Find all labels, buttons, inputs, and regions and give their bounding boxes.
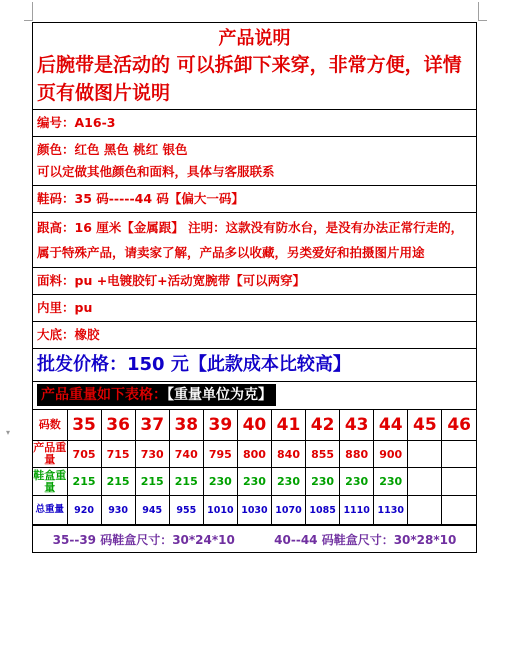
weight-title: [37, 384, 276, 406]
value-cell: 215: [135, 468, 169, 496]
value-cell: 855: [306, 441, 340, 468]
size-cell: 38: [169, 410, 203, 441]
value-cell: 930: [101, 496, 135, 525]
heel-row: 跟高：16 厘米【金属跟】 注明：这款没有防水台，是没有办法正常行走的，属于特殊产品，请卖家了解，产品多以收藏，另类爱好和拍摄图片用途: [33, 213, 476, 268]
value-cell: 730: [135, 441, 169, 468]
value-cell: 800: [237, 441, 271, 468]
size-cell: 45: [408, 410, 442, 441]
weight-table: [33, 410, 476, 525]
value-cell: 1130: [374, 496, 408, 525]
box-size-row: [33, 526, 476, 552]
value-cell: 230: [374, 468, 408, 496]
value-cell: 1010: [203, 496, 237, 525]
row-label: 总重量: [33, 496, 67, 525]
table-row-total-weight: [33, 496, 476, 525]
title-section: [33, 23, 476, 110]
value-cell: 900: [374, 441, 408, 468]
value-cell: [408, 441, 442, 468]
value-cell: 230: [203, 468, 237, 496]
size-cell: 35: [67, 410, 101, 441]
value-cell: 840: [271, 441, 305, 468]
table-header: [33, 410, 476, 441]
row-label: 产品重量: [33, 441, 67, 466]
value-cell: 955: [169, 496, 203, 525]
value-cell: 945: [135, 496, 169, 525]
value-cell: 215: [169, 468, 203, 496]
box-size-small: 35--39 码鞋盒尺寸：30*24*10: [52, 532, 235, 547]
value-cell: 1070: [271, 496, 305, 525]
table-row-product-weight: [33, 441, 476, 468]
sole-row: 大底：橡胶: [33, 322, 476, 349]
value-cell: 230: [306, 468, 340, 496]
subtitle: 后腕带是活动的 可以拆卸下来穿，非常方便，详情页有做图片说明: [37, 54, 462, 104]
size-cell: 36: [101, 410, 135, 441]
crop-mark-top-left: [24, 2, 33, 21]
value-cell: [408, 468, 442, 496]
product-sheet: [32, 22, 477, 553]
value-cell: 1085: [306, 496, 340, 525]
size-cell: 43: [340, 410, 374, 441]
weight-table-row: [33, 410, 476, 526]
box-size-large: 40--44 码鞋盒尺寸：30*28*10: [274, 532, 457, 547]
value-cell: 230: [271, 468, 305, 496]
value-cell: 880: [340, 441, 374, 468]
value-cell: [442, 496, 476, 525]
colors-row: [33, 137, 476, 186]
size-cell: 39: [203, 410, 237, 441]
value-cell: 215: [67, 468, 101, 496]
margin-marker: ▾: [6, 428, 11, 437]
table-row-box-weight: [33, 468, 476, 496]
weight-title-prefix: 产品重量如下表格：: [41, 387, 167, 403]
page-title: 产品说明: [218, 28, 291, 49]
value-cell: 920: [67, 496, 101, 525]
sizes-row: 鞋码：35 码-----44 码【偏大一码】: [33, 186, 476, 213]
size-cell: 37: [135, 410, 169, 441]
value-cell: 230: [237, 468, 271, 496]
size-cell: 40: [237, 410, 271, 441]
value-cell: 705: [67, 441, 101, 468]
size-cell: 42: [306, 410, 340, 441]
custom-text: 可以定做其他颜色和面料，具体与客服联系: [37, 164, 275, 179]
crop-mark-top-right: [478, 2, 487, 21]
value-cell: [442, 468, 476, 496]
value-cell: 740: [169, 441, 203, 468]
value-cell: 795: [203, 441, 237, 468]
material-row: 面料：pu +电镀胶钉+活动宽腕带【可以两穿】: [33, 268, 476, 295]
colors-text: 颜色：红色 黑色 桃红 银色: [37, 142, 188, 157]
price-row: 批发价格：150 元【此款成本比较高】: [33, 349, 476, 382]
value-cell: 1030: [237, 496, 271, 525]
row-label: 鞋盒重量: [33, 468, 67, 494]
lining-row: 内里：pu: [33, 295, 476, 322]
value-cell: [408, 496, 442, 525]
value-cell: 715: [101, 441, 135, 468]
size-cell: 44: [374, 410, 408, 441]
header-label: 码数: [33, 410, 67, 441]
value-cell: 230: [340, 468, 374, 496]
value-cell: [442, 441, 476, 468]
value-cell: 215: [101, 468, 135, 496]
value-cell: 1110: [340, 496, 374, 525]
model-row: 编号：A16-3: [33, 110, 476, 137]
size-cell: 46: [442, 410, 476, 441]
weight-title-row: [33, 382, 476, 410]
size-cell: 41: [271, 410, 305, 441]
weight-title-unit: 【重量单位为克】: [167, 387, 272, 403]
